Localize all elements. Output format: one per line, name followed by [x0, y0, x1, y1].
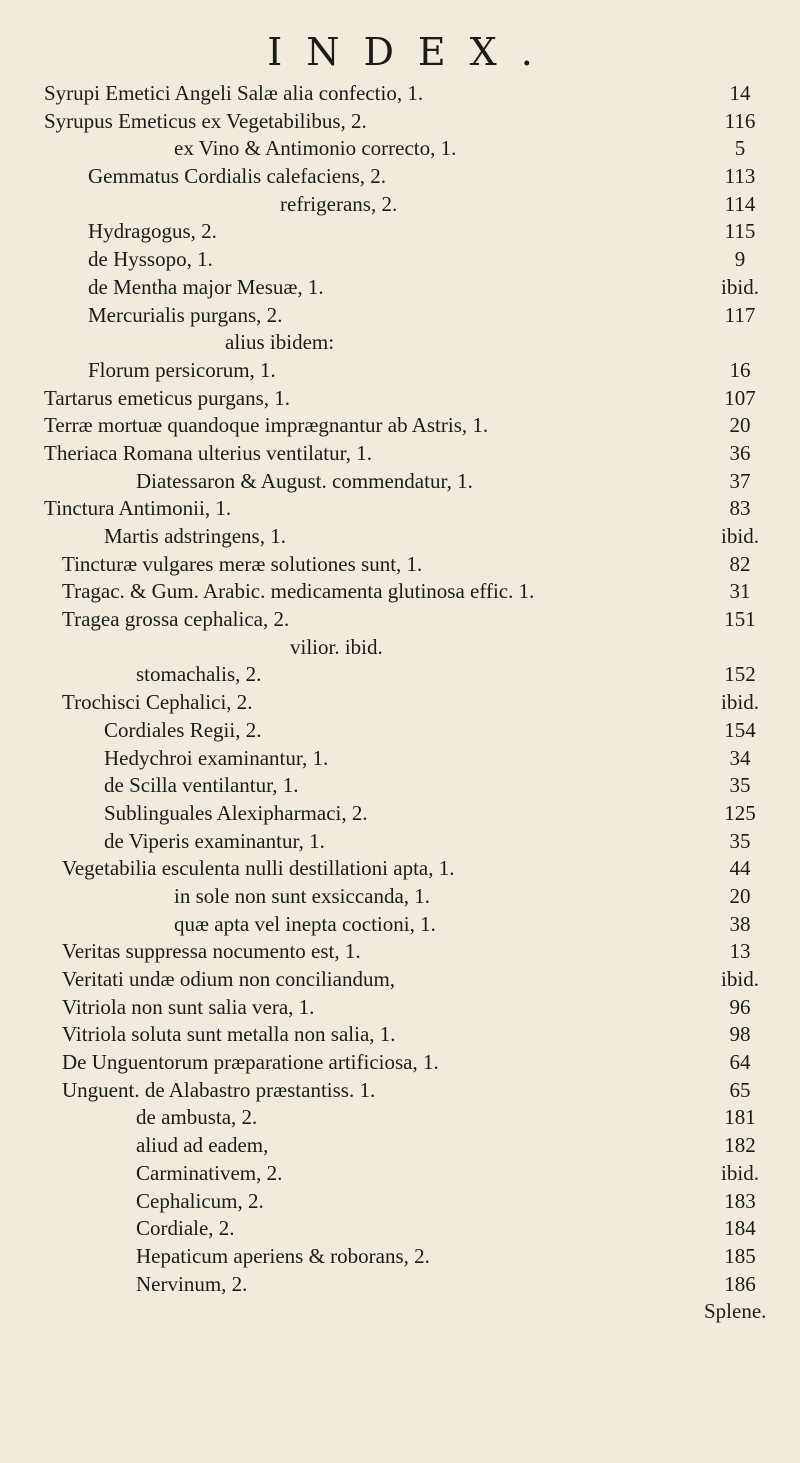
index-entry [0, 191, 800, 219]
entry-text: alius ibidem: [225, 330, 335, 355]
index-entry [0, 1160, 800, 1188]
index-entry [0, 412, 800, 440]
index-entry [0, 1188, 800, 1216]
entry-text: de Viperis examinantur, 1. [104, 828, 325, 853]
index-entry [0, 551, 800, 579]
entry-text: Cephalicum, 2. [136, 1188, 264, 1213]
index-entry [0, 689, 800, 717]
index-entry [0, 994, 800, 1022]
entry-page: 96 [729, 994, 751, 1019]
index-entry [0, 1104, 800, 1132]
entry-text: de Scilla ventilantur, 1. [104, 773, 299, 798]
entry-page: 35 [729, 773, 751, 798]
entry-page: 184 [724, 1216, 756, 1241]
index-entry [0, 1049, 800, 1077]
entry-text: Theriaca Romana ulterius ventilatur, 1. [44, 440, 373, 465]
entry-text: Sublinguales Alexipharmaci, 2. [104, 800, 368, 825]
entry-text: Tragea grossa cephalica, 2. [62, 607, 290, 632]
entry-text: Vitriola soluta sunt metalla non salia, 1. [62, 1022, 396, 1047]
index-entry [0, 218, 800, 246]
entry-text: Nervinum, 2. [136, 1271, 248, 1296]
entry-text: vilior. ibid. [290, 634, 383, 659]
entry-page: 186 [724, 1271, 756, 1296]
entry-text: Cordiales Regii, 2. [104, 717, 262, 742]
entry-page: 113 [724, 164, 756, 189]
entry-page: 182 [724, 1133, 756, 1158]
entry-text: Diatessaron & August. commendatur, 1. [136, 468, 473, 493]
entry-page: 35 [729, 828, 751, 853]
entry-text: Unguent. de Alabastro præstantiss. 1. [62, 1077, 376, 1102]
entry-text: Syrupi Emetici Angeli Salæ alia confectio, 1. [44, 81, 424, 105]
index-entry [0, 745, 800, 773]
entry-page: 20 [729, 413, 751, 438]
entry-text: De Unguentorum præparatione artificiosa, 1. [62, 1050, 439, 1075]
index-entry [0, 329, 800, 357]
index-entry [0, 966, 800, 994]
index-entry [0, 661, 800, 689]
entry-page: 114 [724, 191, 756, 216]
index-entry [0, 717, 800, 745]
entry-text: de Mentha major Mesuæ, 1. [88, 274, 324, 299]
entry-page: 20 [729, 883, 751, 908]
entry-text: Vitriola non sunt salia vera, 1. [62, 994, 315, 1019]
index-entry [0, 1132, 800, 1160]
entry-page: 83 [729, 496, 751, 521]
entry-page: 9 [734, 247, 746, 272]
entry-text: Cordiale, 2. [136, 1216, 235, 1241]
entry-text: de Hyssopo, 1. [88, 247, 213, 272]
entry-text: Mercurialis purgans, 2. [88, 302, 283, 327]
entry-text: Hydragogus, 2. [88, 219, 217, 244]
entry-page: 38 [729, 911, 751, 936]
entry-text: Syrupus Emeticus ex Vegetabilibus, 2. [44, 108, 367, 133]
index-entry [0, 911, 800, 939]
index-entry [0, 80, 800, 108]
entry-text: Gemmatus Cordialis calefaciens, 2. [88, 164, 386, 189]
entry-text: refrigerans, 2. [280, 191, 398, 216]
entry-page: 98 [729, 1022, 751, 1047]
entry-text: quæ apta vel inepta coctioni, 1. [174, 911, 436, 936]
entry-page: ibid. [721, 274, 759, 299]
entry-text: stomachalis, 2. [136, 662, 262, 687]
entry-page: 16 [729, 357, 751, 382]
index-entry [0, 1077, 800, 1105]
index-entry [0, 1021, 800, 1049]
entry-page: 125 [724, 800, 756, 825]
index-entry [0, 108, 800, 136]
entry-text: Martis adstringens, 1. [104, 524, 286, 548]
index-entry [0, 1215, 800, 1243]
index-entry [0, 468, 800, 496]
entry-page: ibid. [721, 524, 759, 548]
index-entry [0, 578, 800, 606]
index-entries [0, 80, 800, 1326]
index-entry [0, 440, 800, 468]
index-entry [0, 357, 800, 385]
entry-text: Hedychroi examinantur, 1. [104, 745, 329, 770]
entry-text: Veritas suppressa nocumento est, 1. [62, 939, 361, 964]
entry-page: 65 [729, 1077, 751, 1102]
entry-page: 151 [724, 607, 756, 632]
index-entry [0, 800, 800, 828]
entry-text: in sole non sunt exsiccanda, 1. [174, 883, 431, 908]
index-entry [0, 163, 800, 191]
entry-page: 117 [724, 302, 756, 327]
catchword-row [0, 1298, 800, 1326]
index-entry [0, 938, 800, 966]
index-entry [0, 302, 800, 330]
index-entry [0, 1243, 800, 1271]
index-entry [0, 495, 800, 523]
entry-page: ibid. [721, 1160, 759, 1185]
entry-page: 31 [729, 579, 751, 604]
entry-page: 44 [729, 856, 751, 881]
entry-page: 37 [729, 468, 751, 493]
index-entry [0, 135, 800, 163]
entry-page: 107 [724, 385, 756, 410]
entry-text: Hepaticum aperiens & roborans, 2. [136, 1243, 430, 1268]
entry-text: ex Vino & Antimonio correcto, 1. [174, 136, 457, 161]
entry-text: Tartarus emeticus purgans, 1. [44, 385, 290, 410]
entry-page: 36 [729, 440, 751, 465]
index-entry [0, 634, 800, 662]
catchword: Splene. [704, 1299, 767, 1324]
index-entry [0, 772, 800, 800]
entry-page: 34 [729, 745, 751, 770]
entry-text: Terræ mortuæ quandoque imprægnantur ab Astris, 1. [44, 413, 489, 438]
entry-text: Florum persicorum, 1. [88, 357, 276, 382]
entry-page: ibid. [721, 690, 759, 715]
entry-page: 115 [724, 219, 756, 244]
entry-text: Trochisci Cephalici, 2. [62, 690, 253, 715]
index-entry [0, 246, 800, 274]
entry-page: 181 [724, 1105, 756, 1130]
entry-text: aliud ad eadem, [136, 1133, 269, 1158]
entry-text: Vegetabilia esculenta nulli destillationi apta, 1. [62, 856, 455, 881]
entry-page: 82 [729, 551, 751, 576]
index-entry [0, 523, 800, 551]
entry-page: 13 [729, 939, 751, 964]
page-title: INDEX. [267, 30, 557, 74]
entry-page: 5 [734, 136, 746, 161]
entry-text: Veritati undæ odium non conciliandum, [62, 967, 396, 991]
index-entry [0, 1271, 800, 1299]
entry-text: Tinctura Antimonii, 1. [44, 496, 232, 521]
index-entry [0, 385, 800, 413]
index-entry [0, 606, 800, 634]
entry-text: de ambusta, 2. [136, 1105, 258, 1130]
index-entry [0, 855, 800, 883]
entry-page: 152 [724, 662, 756, 687]
entry-text: Tincturæ vulgares meræ solutiones sunt, 1. [62, 551, 423, 576]
entry-page: ibid. [721, 967, 759, 991]
index-entry [0, 274, 800, 302]
entry-page: 183 [724, 1188, 756, 1213]
entry-text: Carminativem, 2. [136, 1160, 283, 1185]
entry-page: 154 [724, 717, 756, 742]
entry-page: 116 [724, 108, 756, 133]
entry-text: Tragac. & Gum. Arabic. medicamenta glutinosa effic. 1. [62, 579, 535, 604]
index-entry [0, 828, 800, 856]
entry-page: 185 [724, 1243, 756, 1268]
entry-page: 14 [729, 81, 751, 105]
index-entry [0, 883, 800, 911]
entry-page: 64 [729, 1050, 751, 1075]
